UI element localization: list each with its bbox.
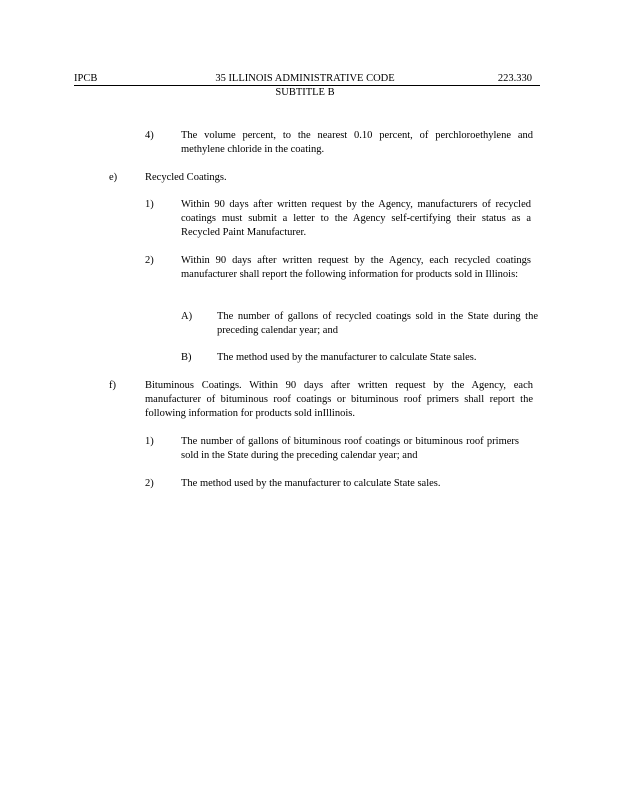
item-e2A-label: A) (181, 311, 193, 322)
item-e1-text: Within 90 days after written request by the Agency, manufacturers of recycled coatings must submit a letter to the Agency self-certifying their status as a Recycled Paint Manufacturer. (181, 199, 531, 238)
item-f1-text: The number of gallons of bituminous roof coatings or bituminous roof primers sold in the State during the preceding calendar year; and (181, 436, 519, 461)
header-title-line1: 35 ILLINOIS ADMINISTRATIVE CODE (215, 73, 395, 84)
header-title (130, 72, 480, 100)
item-e2A-text: The number of gallons of recycled coatings sold in the State during the preceding calendar year; and (217, 311, 538, 336)
item-d4-label: 4) (145, 130, 154, 141)
item-d4-text: The volume percent, to the nearest 0.10 percent, of perchloroethylene and methylene chloride in the coating. (181, 130, 533, 155)
item-e-heading: Recycled Coatings. (145, 172, 227, 183)
item-f2-text: The method used by the manufacturer to calculate State sales. (181, 478, 441, 489)
header-section-number: 223.330 (497, 73, 532, 84)
header-agency: IPCB (74, 73, 98, 84)
item-e1-label: 1) (145, 199, 154, 210)
header-title-line2: SUBTITLE B (275, 87, 335, 98)
item-e-label: e) (109, 172, 118, 183)
header-rule (74, 85, 540, 86)
item-e2-text: Within 90 days after written request by the Agency, each recycled coatings manufacturer shall report the following information for products sold in Illinois: (181, 255, 531, 280)
item-f-text: Bituminous Coatings. Within 90 days after written request by the Agency, each manufacturer of bituminous roof coatings or bituminous roof primers shall report the following information for products sold inIllinois. (145, 380, 533, 419)
item-f-label: f) (109, 380, 116, 391)
item-f2-label: 2) (145, 478, 154, 489)
item-e2B-text: The method used by the manufacturer to calculate State sales. (217, 352, 477, 363)
item-e2-label: 2) (145, 255, 154, 266)
item-e2B-label: B) (181, 352, 192, 363)
item-f1-label: 1) (145, 436, 154, 447)
